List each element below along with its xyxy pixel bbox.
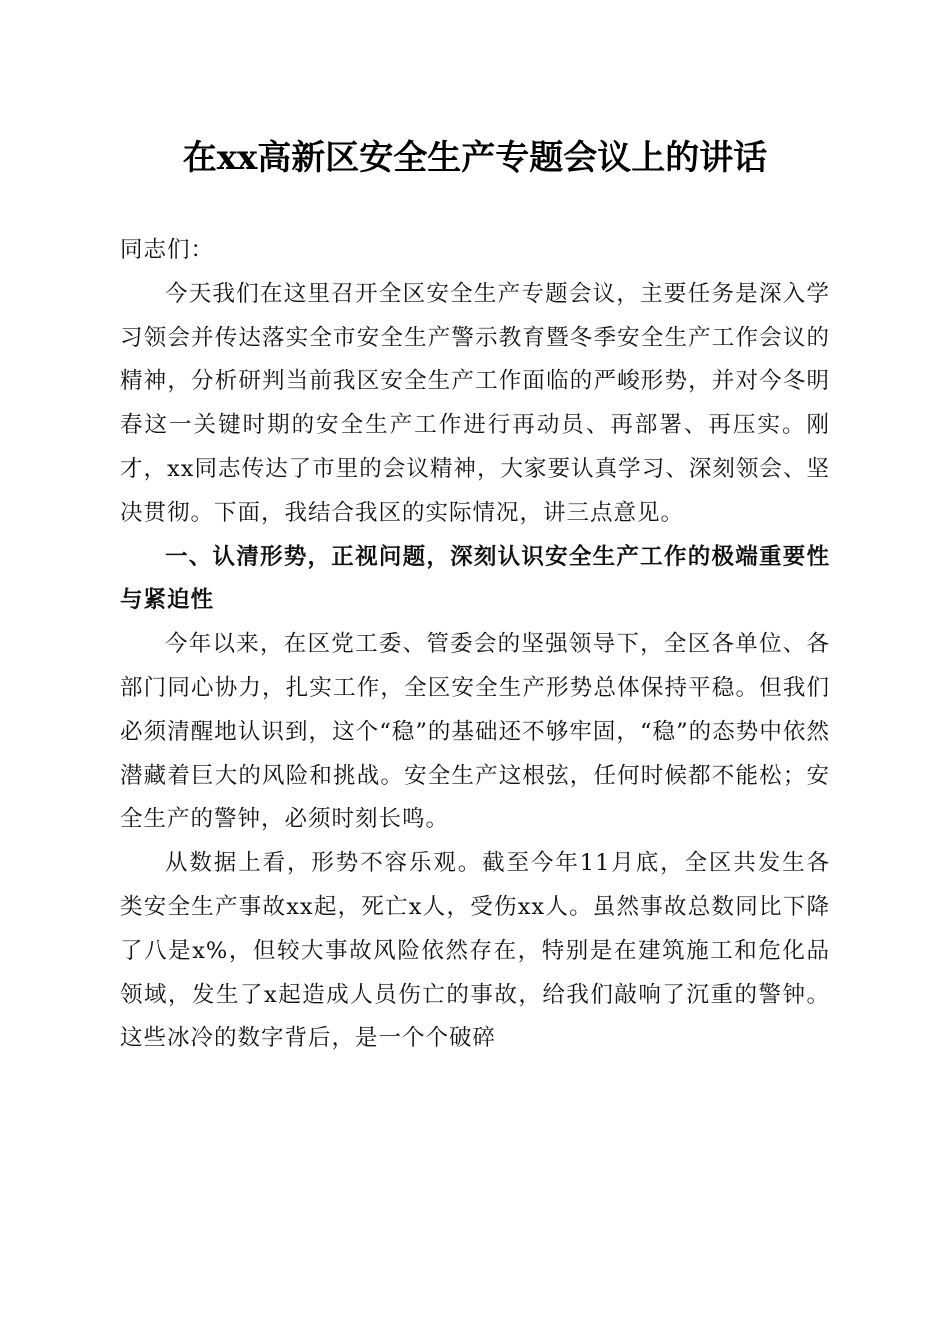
paragraph-statistics: 从数据上看，形势不容乐观。截至今年11月底，全区共发生各类安全生产事故xx起，死亡x人，受伤xx人。虽然事故总数同比下降了八是x%，但较大事故风险依然存在，特别是在建筑施工和危化品领域，发生了x起造成人员伤亡的事故，给我们敲响了沉重的警钟。这些冰冷的数字背后，是一个个破碎 <box>120 850 830 1052</box>
section-heading-1: 一、认清形势，正视问题，深刻认识安全生产工作的极端重要性与紧迫性 <box>120 543 830 614</box>
salutation: 同志们： <box>120 237 215 263</box>
document-body <box>120 229 830 1061</box>
paragraph-situation: 今年以来，在区党工委、管委会的坚强领导下，全区各单位、各部门同心协力，扎实工作，全区安全生产形势总体保持平稳。但我们必须清醒地认识到，这个“稳”的基础还不够牢固，“稳”的态势中依然潜藏着巨大的风险和挑战。安全生产这根弦，任何时候都不能松；安全生产的警钟，必须时刻长鸣。 <box>120 631 830 833</box>
document-title: 在xx高新区安全生产专题会议上的讲话 <box>182 138 768 178</box>
paragraph-intro: 今天我们在这里召开全区安全生产专题会议，主要任务是深入学习领会并传达落实全市安全生产警示教育暨冬季安全生产工作会议的精神，分析研判当前我区安全生产工作面临的严峻形势，并对今冬明春这一关键时期的安全生产工作进行再动员、再部署、再压实。刚才，xx同志传达了市里的会议精神，大家要认真学习、深刻领会、坚决贯彻。下面，我结合我区的实际情况，讲三点意见。 <box>120 280 830 526</box>
